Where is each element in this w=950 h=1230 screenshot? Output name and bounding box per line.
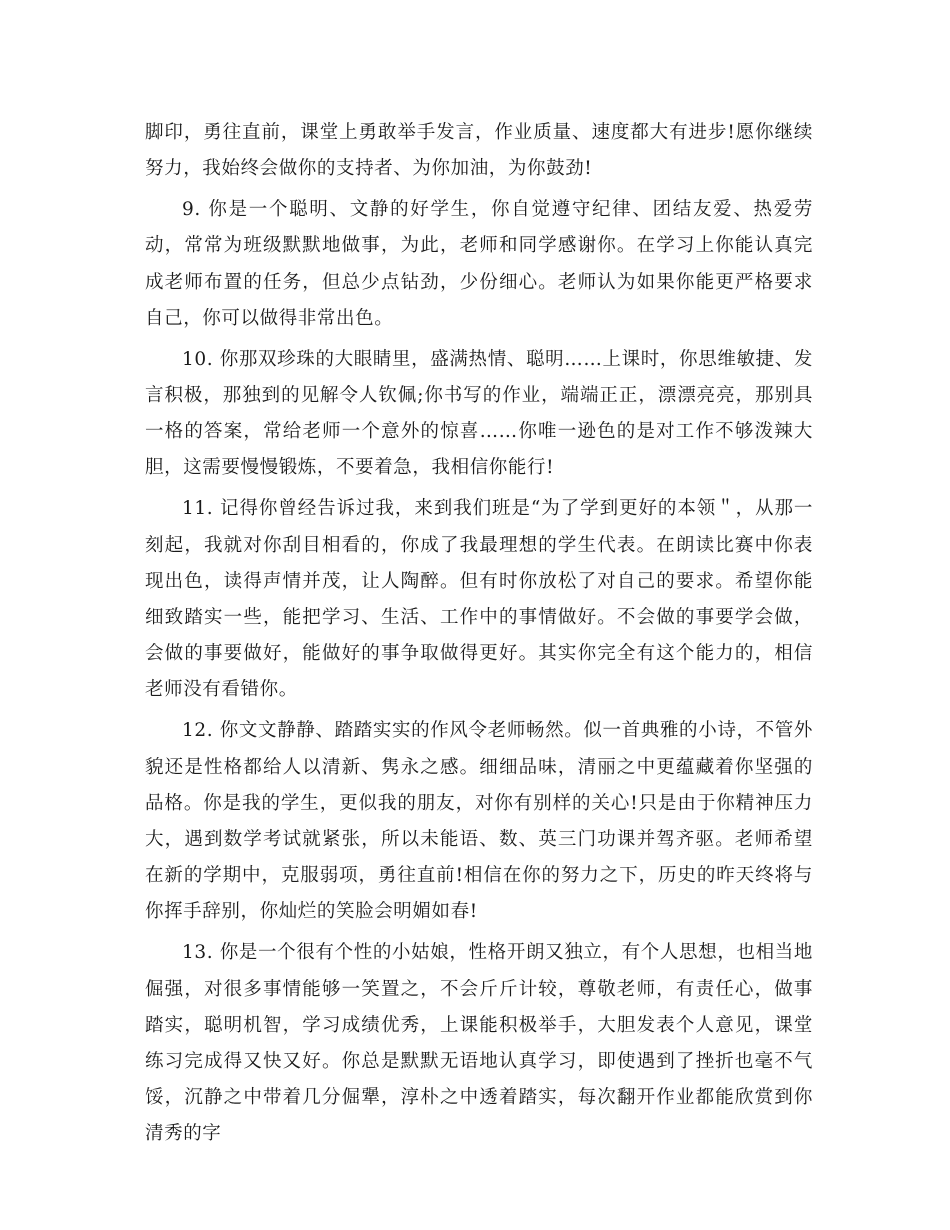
paragraph-continued: 脚印，勇往直前，课堂上勇敢举手发言，作业质量、速度都大有进步!愿你继续努力，我始终会做你的支持者、为你加油，为你鼓劲!: [145, 122, 813, 180]
paragraph-item-10: 10. 你那双珍珠的大眼睛里，盛满热情、聪明……上课时，你思维敏捷、发言积极，那独到的见解令人钦佩;你书写的作业，端端正正，漂漂亮亮，那别具一格的答案，常给老师一个意外的惊喜……你唯一逊色的是对工作不够泼辣大胆，这需要慢慢锻炼，不要着急，我相信你能行!: [145, 348, 813, 479]
paragraph-item-11: 11. 记得你曾经告诉过我，来到我们班是“为了学到更好的本领＂，从那一刻起，我就对你刮目相看的，你成了我最理想的学生代表。在朗读比赛中你表现出色，读得声情并茂，让人陶醉。但有时你放松了对自己的要求。希望你能细致踏实一些，能把学习、生活、工作中的事情做好。不会做的事要学会做，会做的事要做好，能做好的事争取做得更好。其实你完全有这个能力的，相信老师没有看错你。: [145, 498, 813, 701]
paragraph-item-13: 13. 你是一个很有个性的小姑娘，性格开朗又独立，有个人思想，也相当地倔强，对很多事情能够一笑置之，不会斤斤计较，尊敬老师，有责任心，做事踏实，聪明机智，学习成绩优秀，上课能积极举手，大胆发表个人意见，课堂练习完成得又快又好。你总是默默无语地认真学习，即使遇到了挫折也毫不气馁，沉静之中带着几分倔犟，淳朴之中透着踏实，每次翻开作业都能欣赏到你清秀的字: [145, 942, 813, 1145]
paragraph-item-12: 12. 你文文静静、踏踏实实的作风令老师畅然。似一首典雅的小诗，不管外貌还是性格都给人以清新、隽永之感。细细品味，清丽之中更蕴藏着你坚强的品格。你是我的学生，更似我的朋友，对你有别样的关心!只是由于你精神压力大，遇到数学考试就紧张，所以未能语、数、英三门功课并驾齐驱。老师希望在新的学期中，克服弱项，勇往直前!相信在你的努力之下，历史的昨天终将与你挥手辞别，你灿烂的笑脸会明媚如春!: [145, 720, 813, 923]
paragraph-item-9: 9. 你是一个聪明、文静的好学生，你自觉遵守纪律、团结友爱、热爱劳动，常常为班级默默地做事，为此，老师和同学感谢你。在学习上你能认真完成老师布置的任务，但总少点钻劲，少份细心。老师认为如果你能更严格要求自己，你可以做得非常出色。: [145, 199, 813, 329]
document-body: [145, 115, 813, 1157]
